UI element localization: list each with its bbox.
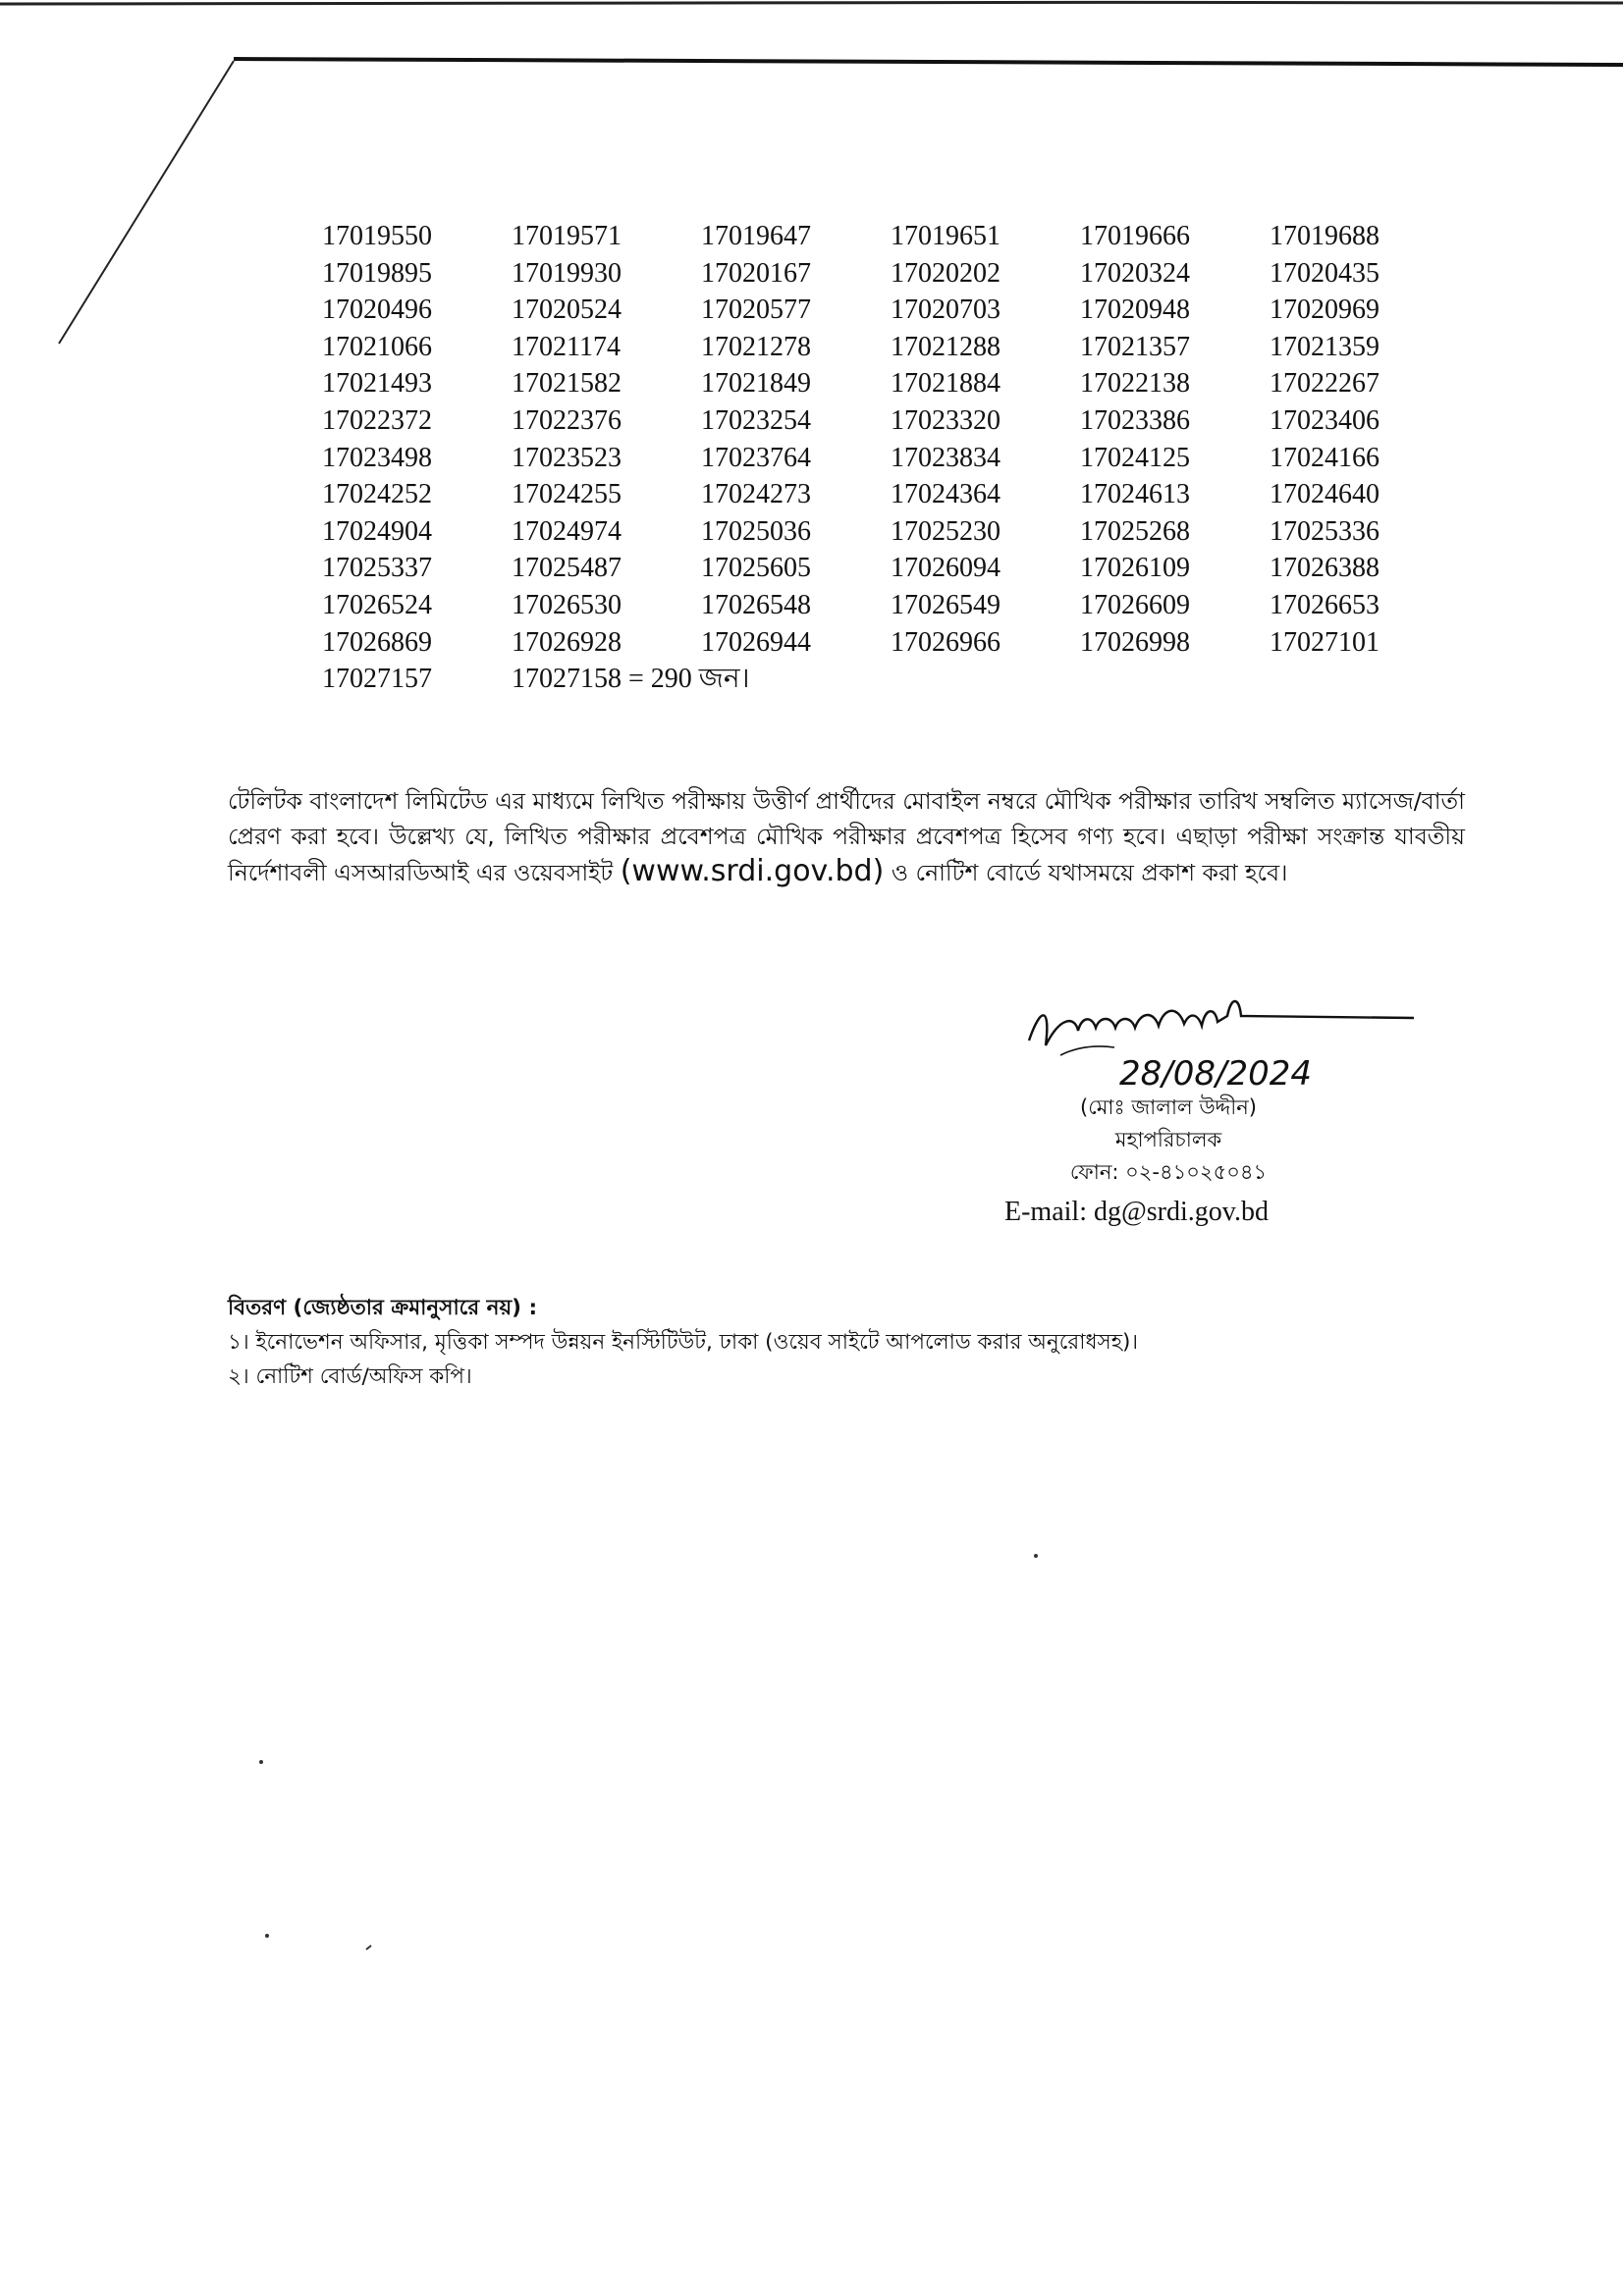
roll-number: 17025337 (322, 553, 432, 584)
roll-number-grid (322, 218, 1459, 698)
roll-number: 17020435 (1270, 257, 1380, 289)
scan-fold-line (234, 59, 1623, 65)
roll-number: 17024252 (322, 479, 432, 510)
roll-number: 17024273 (701, 479, 811, 510)
roll-number: 17022267 (1270, 368, 1380, 400)
roll-number: 17026549 (891, 589, 1001, 620)
roll-number: 17027157 (322, 664, 432, 695)
roll-number: 17019688 (1270, 221, 1380, 251)
roll-number: 17026609 (1080, 589, 1190, 620)
roll-number: 17021884 (891, 368, 1001, 400)
roll-number: 17025605 (701, 553, 811, 584)
roll-number: 17019895 (322, 257, 432, 289)
roll-number: 17024166 (1270, 442, 1380, 473)
roll-number: 17026094 (891, 553, 1001, 584)
roll-number: 17023523 (512, 442, 622, 473)
roll-number: 17020577 (701, 294, 811, 326)
roll-number: 17026653 (1270, 589, 1380, 620)
roll-number: 17021288 (891, 331, 1001, 362)
speck (259, 1760, 263, 1764)
roll-number: 17021066 (322, 331, 432, 362)
roll-number: 17019647 (701, 221, 811, 251)
roll-number: 17024974 (512, 515, 622, 547)
roll-number: 17023764 (701, 442, 811, 473)
website-url: (www.srdi.gov.bd) (620, 854, 885, 888)
distribution-item-2: ২। নোটিশ বোর্ড/অফিস কপি। (228, 1364, 472, 1389)
roll-number: 17020202 (891, 257, 1001, 289)
speck (265, 1934, 269, 1938)
signatory-phone: ফোন: ০২-৪১০২৫০৪১ (1069, 1160, 1268, 1184)
roll-number: 17020948 (1080, 294, 1190, 326)
speck (1034, 1554, 1038, 1558)
scan-diagonal-mark (59, 61, 234, 344)
roll-number: 17023386 (1080, 404, 1190, 436)
roll-number: 17026966 (891, 626, 1001, 658)
notice-text-part-1: টেলিটক বাংলাদেশ লিমিটেড এর মাধ্যমে লিখিত পরীক্ষায় উত্তীর্ণ প্রার্থীদের মোবাইল নম্বরে মৌখিক পরীক্ষার তারিখ সম্বলিত ম্যাসেজ/বার্তা প্রেরণ করা হবে। উল্লেখ্য যে, লিখিত পরীক্ষার প্রবেশপত্র মৌখিক পরীক্ষার প্রবেশপত্র হিসেব গণ্য হবে। এছাড়া পরীক্ষা সংক্রান্ত যাবতীয় নির্দেশাবলী এসআরডিআই এর ওয়েবসাইট (228, 787, 1465, 886)
roll-number: 17020496 (322, 294, 432, 326)
roll-number: 17026524 (322, 589, 432, 620)
scan-border-top (0, 2, 1623, 4)
roll-number: 17024364 (891, 479, 1001, 510)
roll-number: 17020703 (891, 294, 1001, 326)
roll-number: 17020167 (701, 257, 811, 289)
roll-number: 17021582 (512, 368, 622, 400)
roll-number: 17019571 (512, 221, 622, 251)
roll-number: 17021174 (512, 331, 621, 362)
notice-paragraph (228, 783, 1465, 890)
roll-number: 17024640 (1270, 479, 1380, 510)
roll-number: 17026869 (322, 626, 432, 658)
roll-number: 17026998 (1080, 626, 1190, 658)
roll-number: 17025336 (1270, 515, 1380, 547)
roll-number: 17020524 (512, 294, 622, 326)
signatory-designation: মহাপরিচালক (1114, 1128, 1222, 1151)
roll-number: 17022138 (1080, 368, 1190, 400)
roll-number: 17027101 (1270, 626, 1380, 658)
roll-number: 17026388 (1270, 553, 1380, 584)
roll-number: 17021278 (701, 331, 811, 362)
roll-number: 17023406 (1270, 404, 1380, 436)
roll-number: 17020324 (1080, 257, 1190, 289)
distribution-block (228, 1291, 1138, 1394)
roll-number: 17026548 (701, 589, 811, 620)
roll-number: 17025230 (891, 515, 1001, 547)
signatory-email: E-mail: dg@srdi.gov.bd (1004, 1197, 1269, 1227)
distribution-item-1: ১। ইনোভেশন অফিসার, মৃত্তিকা সম্পদ উন্নয়ন ইনস্টিটিউট, ঢাকা (ওয়েব সাইটে আপলোড করার অনুরোধসহ)। (228, 1330, 1139, 1355)
roll-number: 17022372 (322, 404, 432, 436)
roll-number: 17021357 (1080, 331, 1190, 362)
roll-number: 17021359 (1270, 331, 1380, 362)
roll-number: 17023498 (322, 442, 432, 473)
roll-number: 17025487 (512, 553, 622, 584)
roll-number: 17025268 (1080, 515, 1190, 547)
handwritten-signature (1021, 987, 1434, 1095)
roll-number: 17025036 (701, 515, 811, 547)
roll-number: 17026530 (512, 589, 622, 620)
roll-number: 17021849 (701, 368, 811, 400)
roll-number: 17024904 (322, 515, 432, 547)
roll-number: 17023834 (891, 442, 1001, 473)
notice-text-part-2: ও নোটিশ বোর্ডে যথাসময়ে প্রকাশ করা হবে। (891, 859, 1288, 886)
roll-number: 17020969 (1270, 294, 1380, 326)
roll-number: 17024125 (1080, 442, 1190, 473)
roll-number: 17019651 (891, 221, 1001, 251)
roll-number: 17023320 (891, 404, 1001, 436)
roll-number: 17024613 (1080, 479, 1190, 510)
roll-number: 17026928 (512, 626, 622, 658)
roll-number: 17022376 (512, 404, 622, 436)
signatory-block (992, 1092, 1345, 1189)
roll-number: 17024255 (512, 479, 622, 510)
distribution-title: বিতরণ (জ্যেষ্ঠতার ক্রমানুসারে নয়) : (228, 1296, 538, 1320)
speck (366, 1946, 371, 1949)
handwritten-date: 28/08/2024 (1119, 1054, 1312, 1094)
roll-number: 17027158 = 290 জন। (512, 664, 750, 695)
roll-number: 17021493 (322, 368, 432, 400)
roll-number: 17026109 (1080, 553, 1190, 584)
roll-number: 17026944 (701, 626, 811, 658)
roll-number: 17019930 (512, 257, 622, 289)
roll-number: 17023254 (701, 404, 811, 436)
roll-number: 17019666 (1080, 221, 1190, 251)
signatory-name: (মোঃ জালাল উদ্দীন) (1080, 1095, 1257, 1119)
roll-number: 17019550 (322, 221, 432, 251)
